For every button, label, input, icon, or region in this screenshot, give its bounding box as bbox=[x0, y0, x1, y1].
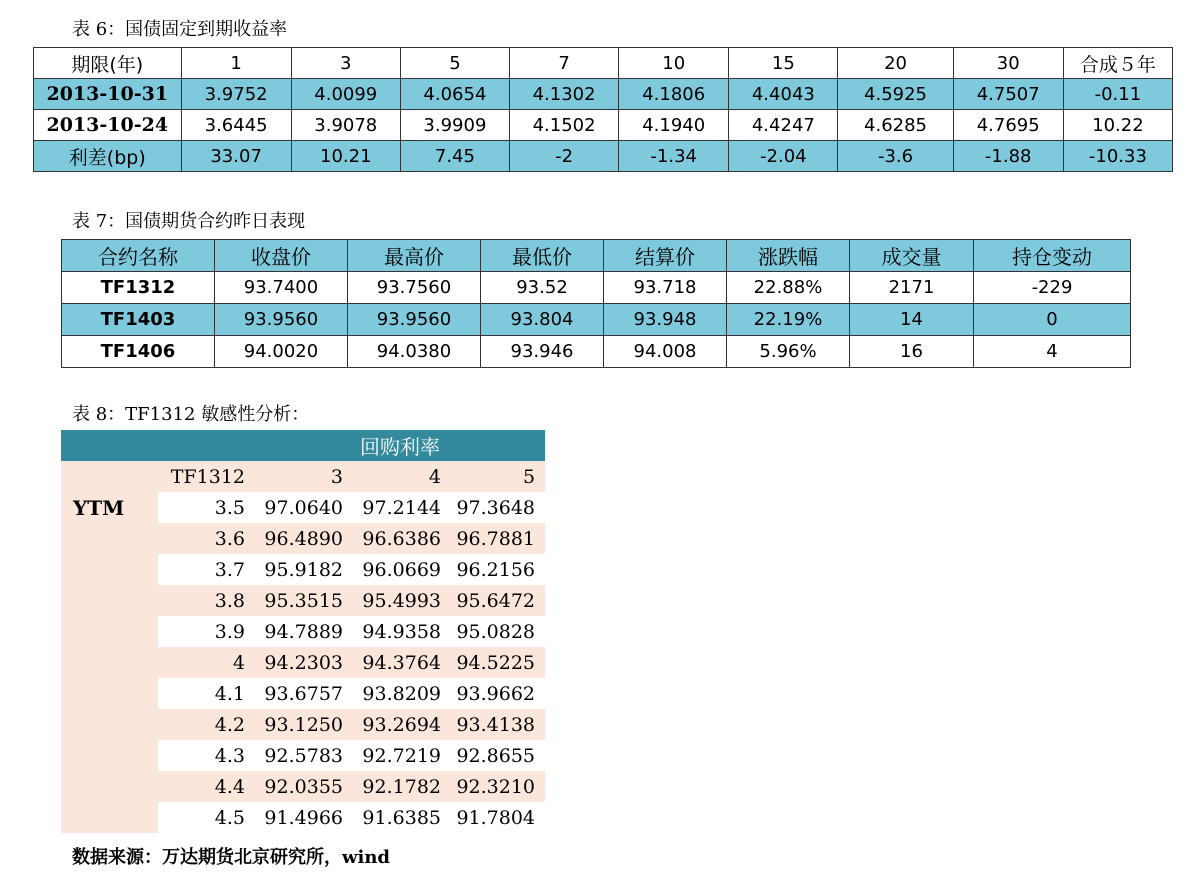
futures-table-header bbox=[62, 240, 1131, 272]
table-cell: 7.45 bbox=[400, 141, 509, 172]
table-cell: 4 bbox=[974, 336, 1131, 368]
table-cell: 93.804 bbox=[481, 304, 604, 336]
table-cell: 4.4247 bbox=[729, 110, 838, 141]
price-cell: 95.6472 bbox=[451, 585, 545, 616]
table-cell: -10.33 bbox=[1063, 141, 1172, 172]
table-cell: 94.0020 bbox=[215, 336, 348, 368]
ytm-value: 4.3 bbox=[158, 740, 255, 771]
table-row bbox=[61, 802, 545, 833]
yield-table bbox=[33, 47, 1173, 172]
table-row bbox=[34, 110, 1173, 141]
table-cell: -229 bbox=[974, 272, 1131, 304]
table-cell: 4.0654 bbox=[400, 79, 509, 110]
header-cell: 持仓变动 bbox=[974, 240, 1131, 272]
table8-caption: 表 8：TF1312 敏感性分析： bbox=[72, 404, 310, 425]
table-row bbox=[61, 709, 545, 740]
table-cell: 4.7695 bbox=[953, 110, 1063, 141]
ytm-value: 4.2 bbox=[158, 709, 255, 740]
repo-rate-column: 5 bbox=[451, 461, 545, 492]
header-cell: 期限(年) bbox=[34, 48, 182, 79]
table-row bbox=[61, 492, 545, 523]
table-row bbox=[61, 523, 545, 554]
row-group-spacer bbox=[61, 771, 158, 802]
row-group-spacer bbox=[61, 802, 158, 833]
header-cell: 1 bbox=[181, 48, 291, 79]
price-cell: 94.2303 bbox=[255, 647, 353, 678]
price-cell: 91.7804 bbox=[451, 802, 545, 833]
price-cell: 92.3210 bbox=[451, 771, 545, 802]
header-cell: 3 bbox=[291, 48, 400, 79]
price-cell: 92.8655 bbox=[451, 740, 545, 771]
price-cell: 97.0640 bbox=[255, 492, 353, 523]
futures-table bbox=[61, 239, 1131, 368]
sensitivity-header-row bbox=[61, 461, 545, 492]
repo-rate-column: 3 bbox=[255, 461, 353, 492]
sensitivity-table bbox=[61, 430, 545, 833]
header-cell: 结算价 bbox=[604, 240, 727, 272]
row-group-spacer bbox=[61, 523, 158, 554]
table-cell: 94.008 bbox=[604, 336, 727, 368]
table-row bbox=[34, 141, 1173, 172]
table-cell: 4.1940 bbox=[619, 110, 729, 141]
header-cell: 10 bbox=[619, 48, 729, 79]
table-cell: 93.9560 bbox=[348, 304, 481, 336]
contract-code: TF1312 bbox=[62, 272, 215, 304]
table-cell: -2 bbox=[509, 141, 618, 172]
row-label: 利差(bp) bbox=[34, 141, 182, 172]
price-cell: 97.3648 bbox=[451, 492, 545, 523]
table-cell: 93.9560 bbox=[215, 304, 348, 336]
table-cell: 14 bbox=[850, 304, 974, 336]
repo-rate-title: 回购利率 bbox=[255, 430, 545, 461]
data-source-note: 数据来源：万达期货北京研究所，wind bbox=[72, 847, 391, 868]
price-cell: 96.0669 bbox=[353, 554, 451, 585]
ytm-value: 3.6 bbox=[158, 523, 255, 554]
title-spacer bbox=[61, 430, 158, 461]
price-cell: 92.0355 bbox=[255, 771, 353, 802]
price-cell: 97.2144 bbox=[353, 492, 451, 523]
table-cell: 4.1502 bbox=[509, 110, 618, 141]
table-cell: -2.04 bbox=[729, 141, 838, 172]
ytm-value: 4.1 bbox=[158, 678, 255, 709]
table-cell: 3.6445 bbox=[181, 110, 291, 141]
price-cell: 93.1250 bbox=[255, 709, 353, 740]
price-cell: 91.4966 bbox=[255, 802, 353, 833]
header-cell: 最低价 bbox=[481, 240, 604, 272]
table-row bbox=[61, 616, 545, 647]
header-cell: 成交量 bbox=[850, 240, 974, 272]
table-cell: 0 bbox=[974, 304, 1131, 336]
table-cell: 22.88% bbox=[727, 272, 850, 304]
table-cell: 3.9078 bbox=[291, 110, 400, 141]
ytm-value: 3.8 bbox=[158, 585, 255, 616]
ytm-value: 4.4 bbox=[158, 771, 255, 802]
table-cell: 93.52 bbox=[481, 272, 604, 304]
table-row bbox=[62, 272, 1131, 304]
ytm-label: YTM bbox=[61, 492, 158, 523]
header-cell: 合约名称 bbox=[62, 240, 215, 272]
header-cell: 合成５年 bbox=[1063, 48, 1172, 79]
table-row bbox=[61, 554, 545, 585]
table-row bbox=[34, 79, 1173, 110]
row-group-spacer bbox=[61, 647, 158, 678]
table-row bbox=[62, 304, 1131, 336]
table-row bbox=[61, 647, 545, 678]
price-cell: 95.3515 bbox=[255, 585, 353, 616]
row-group-spacer bbox=[61, 585, 158, 616]
price-cell: 92.5783 bbox=[255, 740, 353, 771]
table-row bbox=[61, 585, 545, 616]
row-group-spacer bbox=[61, 709, 158, 740]
table-cell: 2171 bbox=[850, 272, 974, 304]
price-cell: 94.7889 bbox=[255, 616, 353, 647]
price-cell: 93.6757 bbox=[255, 678, 353, 709]
table-cell: 4.7507 bbox=[953, 79, 1063, 110]
table-cell: 93.718 bbox=[604, 272, 727, 304]
table-cell: 93.7400 bbox=[215, 272, 348, 304]
price-cell: 95.9182 bbox=[255, 554, 353, 585]
row-group-spacer bbox=[61, 740, 158, 771]
table-row bbox=[61, 678, 545, 709]
header-cell: 20 bbox=[838, 48, 953, 79]
corner-label: TF1312 bbox=[158, 461, 255, 492]
price-cell: 94.5225 bbox=[451, 647, 545, 678]
ytm-value: 3.7 bbox=[158, 554, 255, 585]
repo-rate-column: 4 bbox=[353, 461, 451, 492]
ytm-value: 4 bbox=[158, 647, 255, 678]
contract-code: TF1406 bbox=[62, 336, 215, 368]
yield-table-header bbox=[34, 48, 1173, 79]
header-cell: 7 bbox=[509, 48, 618, 79]
table-cell: 10.21 bbox=[291, 141, 400, 172]
price-cell: 92.1782 bbox=[353, 771, 451, 802]
corner-spacer bbox=[61, 461, 158, 492]
table-cell: -1.34 bbox=[619, 141, 729, 172]
price-cell: 93.2694 bbox=[353, 709, 451, 740]
ytm-value: 4.5 bbox=[158, 802, 255, 833]
header-cell: 涨跌幅 bbox=[727, 240, 850, 272]
table-cell: 16 bbox=[850, 336, 974, 368]
row-label: 2013-10-31 bbox=[34, 79, 182, 110]
table-cell: 93.946 bbox=[481, 336, 604, 368]
table-cell: 22.19% bbox=[727, 304, 850, 336]
price-cell: 96.2156 bbox=[451, 554, 545, 585]
title-spacer bbox=[158, 430, 255, 461]
table-cell: 3.9752 bbox=[181, 79, 291, 110]
table-cell: -0.11 bbox=[1063, 79, 1172, 110]
price-cell: 94.9358 bbox=[353, 616, 451, 647]
table-cell: 93.948 bbox=[604, 304, 727, 336]
price-cell: 96.7881 bbox=[451, 523, 545, 554]
table-cell: 4.5925 bbox=[838, 79, 953, 110]
header-cell: 5 bbox=[400, 48, 509, 79]
price-cell: 96.6386 bbox=[353, 523, 451, 554]
row-group-spacer bbox=[61, 678, 158, 709]
table-cell: 4.6285 bbox=[838, 110, 953, 141]
ytm-value: 3.5 bbox=[158, 492, 255, 523]
price-cell: 95.4993 bbox=[353, 585, 451, 616]
header-cell: 收盘价 bbox=[215, 240, 348, 272]
table6-caption: 表 6：国债固定到期收益率 bbox=[72, 19, 288, 40]
table-cell: -1.88 bbox=[953, 141, 1063, 172]
table-cell: 4.0099 bbox=[291, 79, 400, 110]
price-cell: 94.3764 bbox=[353, 647, 451, 678]
table-cell: 94.0380 bbox=[348, 336, 481, 368]
sensitivity-title-row bbox=[61, 430, 545, 461]
header-cell: 最高价 bbox=[348, 240, 481, 272]
ytm-value: 3.9 bbox=[158, 616, 255, 647]
price-cell: 93.9662 bbox=[451, 678, 545, 709]
table-cell: 5.96% bbox=[727, 336, 850, 368]
price-cell: 92.7219 bbox=[353, 740, 451, 771]
price-cell: 91.6385 bbox=[353, 802, 451, 833]
table-row bbox=[61, 771, 545, 802]
table-cell: 4.4043 bbox=[729, 79, 838, 110]
table-cell: 10.22 bbox=[1063, 110, 1172, 141]
table-cell: 33.07 bbox=[181, 141, 291, 172]
table-cell: -3.6 bbox=[838, 141, 953, 172]
row-group-spacer bbox=[61, 616, 158, 647]
price-cell: 93.8209 bbox=[353, 678, 451, 709]
header-cell: 15 bbox=[729, 48, 838, 79]
table-cell: 4.1302 bbox=[509, 79, 618, 110]
row-group-spacer bbox=[61, 554, 158, 585]
table-cell: 3.9909 bbox=[400, 110, 509, 141]
table-cell: 93.7560 bbox=[348, 272, 481, 304]
contract-code: TF1403 bbox=[62, 304, 215, 336]
table-row bbox=[62, 336, 1131, 368]
table-cell: 4.1806 bbox=[619, 79, 729, 110]
price-cell: 95.0828 bbox=[451, 616, 545, 647]
price-cell: 96.4890 bbox=[255, 523, 353, 554]
header-cell: 30 bbox=[953, 48, 1063, 79]
price-cell: 93.4138 bbox=[451, 709, 545, 740]
row-label: 2013-10-24 bbox=[34, 110, 182, 141]
table7-caption: 表 7：国债期货合约昨日表现 bbox=[72, 211, 306, 232]
table-row bbox=[61, 740, 545, 771]
